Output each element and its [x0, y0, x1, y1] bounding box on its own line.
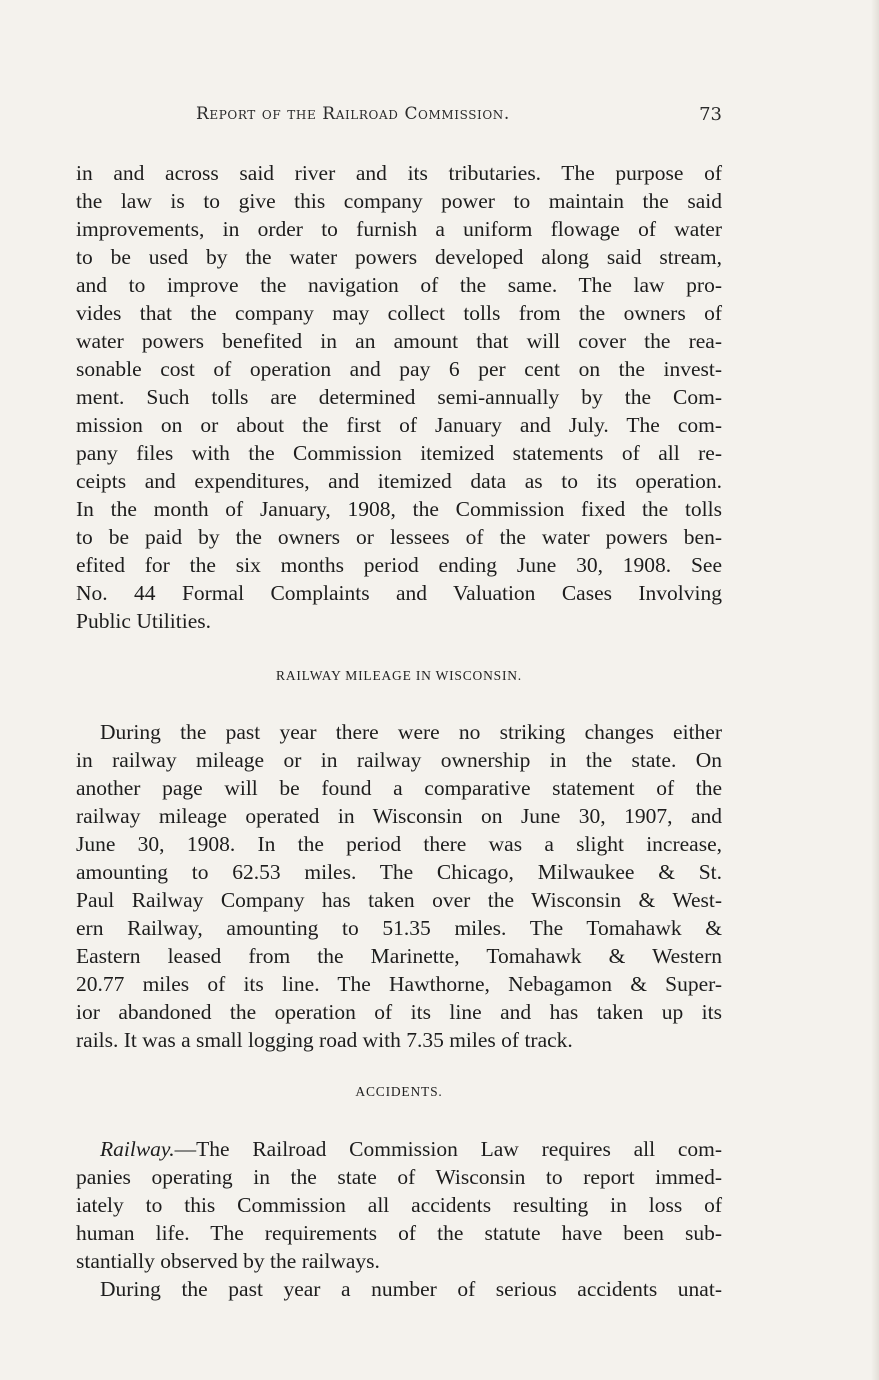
- text-line: June 30, 1908. In the period there was a slight increase,: [76, 832, 722, 856]
- text-line: railway mileage operated in Wisconsin on June 30, 1907, and: [76, 804, 722, 828]
- text-line: During the past year a number of serious accidents unat-: [100, 1277, 722, 1301]
- text-line: water powers benefited in an amount that will cover the rea-: [76, 329, 722, 353]
- text-line: to be paid by the owners or lessees of the water powers ben-: [76, 525, 722, 549]
- text-line: pany files with the Commission itemized statements of all re-: [76, 441, 722, 465]
- text-line: Public Utilities.: [76, 609, 211, 633]
- run-in-heading: Railway.: [100, 1137, 175, 1161]
- text-line: the law is to give this company power to maintain the said: [76, 189, 722, 213]
- text-line: No. 44 Formal Complaints and Valuation Cases Involving: [76, 581, 722, 605]
- text-line: another page will be found a comparative statement of the: [76, 776, 722, 800]
- text-line: vides that the company may collect tolls from the owners of: [76, 301, 722, 325]
- section-heading-accidents: ACCIDENTS.: [355, 1084, 443, 1099]
- running-head: Report of the Railroad Commission.: [196, 104, 510, 124]
- text-line: mission on or about the first of January and July. The com-: [76, 413, 722, 437]
- text-line: ern Railway, amounting to 51.35 miles. The Tomahawk &: [76, 916, 722, 940]
- text-line: sonable cost of operation and pay 6 per cent on the invest-: [76, 357, 722, 381]
- text-line: amounting to 62.53 miles. The Chicago, Milwaukee & St.: [76, 860, 722, 884]
- page-header: [76, 104, 722, 130]
- text-line: stantially observed by the railways.: [76, 1249, 380, 1273]
- text-line: 20.77 miles of its line. The Hawthorne, Nebagamon & Super-: [76, 972, 722, 996]
- text-line: ment. Such tolls are determined semi-annually by the Com-: [76, 385, 722, 409]
- text-line: efited for the six months period ending June 30, 1908. See: [76, 553, 722, 577]
- text-line: panies operating in the state of Wisconsin to report immed-: [76, 1165, 722, 1189]
- text-line: Paul Railway Company has taken over the Wisconsin & West-: [76, 888, 722, 912]
- text-line: ior abandoned the operation of its line and has taken up its: [76, 1000, 722, 1024]
- text-line: Eastern leased from the Marinette, Tomahawk & Western: [76, 944, 722, 968]
- lead-text: —The Railroad Commission Law requires all com-: [174, 1137, 722, 1161]
- text-line: in railway mileage or in railway ownership in the state. On: [76, 748, 722, 772]
- text-line: iately to this Commission all accidents resulting in loss of: [76, 1193, 722, 1217]
- text-line: In the month of January, 1908, the Commission fixed the tolls: [76, 497, 722, 521]
- text-line: to be used by the water powers developed along said stream,: [76, 245, 722, 269]
- text-line-lead: [100, 1135, 722, 1163]
- text-line: During the past year there were no striking changes either: [100, 720, 722, 744]
- text-line: ceipts and expenditures, and itemized data as to its operation.: [76, 469, 722, 493]
- section-heading-mileage: RAILWAY MILEAGE IN WISCONSIN.: [276, 668, 522, 683]
- text-line: in and across said river and its tributaries. The purpose of: [76, 161, 722, 185]
- text-line: improvements, in order to furnish a uniform flowage of water: [76, 217, 722, 241]
- page-edge: [871, 0, 879, 1380]
- text-line: human life. The requirements of the statute have been sub-: [76, 1221, 722, 1245]
- text-line: rails. It was a small logging road with 7.35 miles of track.: [76, 1028, 573, 1052]
- page-number: 73: [699, 104, 722, 125]
- text-line: and to improve the navigation of the same. The law pro-: [76, 273, 722, 297]
